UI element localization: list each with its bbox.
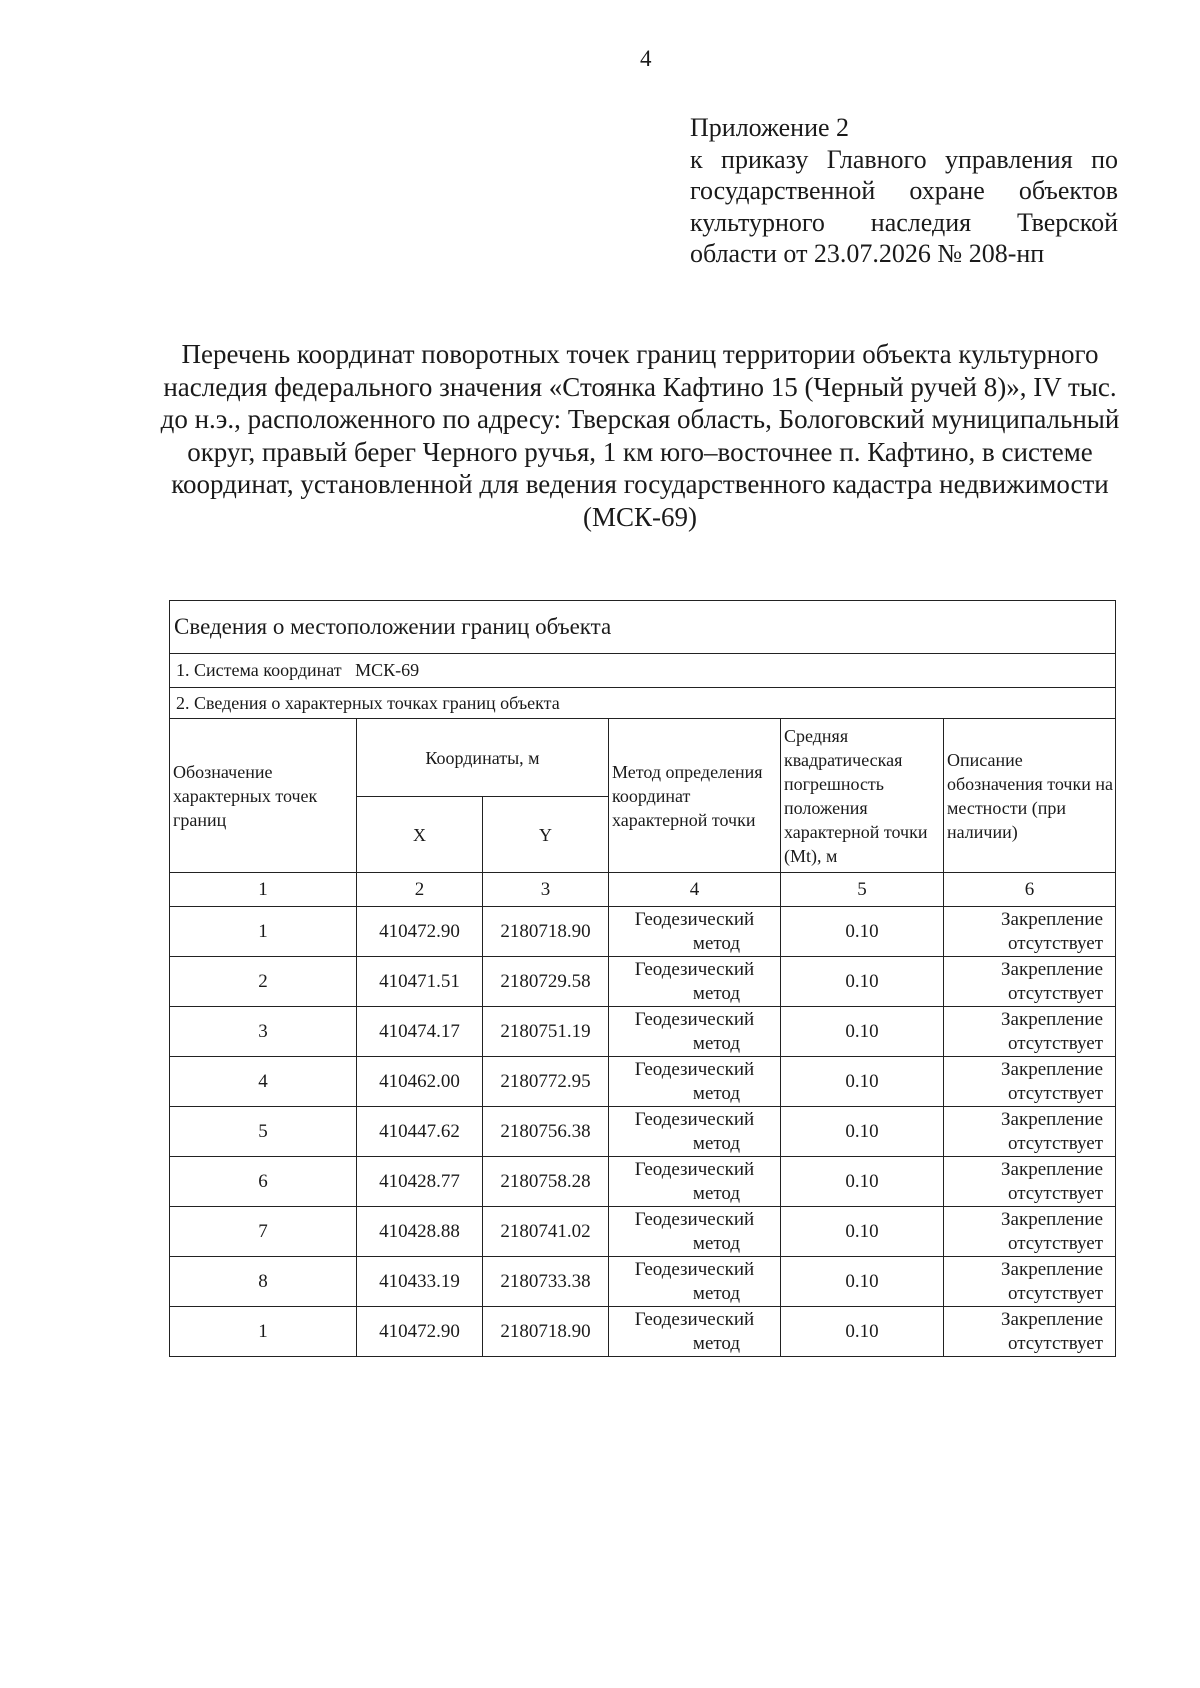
table-row: [170, 1107, 1116, 1157]
method-cell: [609, 907, 781, 957]
point-number: 8: [170, 1257, 357, 1307]
error-value: 0.10: [781, 1157, 944, 1207]
description-line2: отсутствует: [1007, 1332, 1103, 1354]
description-line1: Закрепление: [1001, 1058, 1103, 1080]
description-line1: Закрепление: [1001, 958, 1103, 980]
page-number: 4: [640, 46, 652, 71]
coord-y: 2180733.38: [483, 1257, 609, 1307]
description-cell: [944, 1057, 1116, 1107]
coord-y: 2180758.28: [483, 1157, 609, 1207]
description-line2: отсутствует: [1007, 932, 1103, 954]
description-cell: [944, 957, 1116, 1007]
appendix-reference: к приказу Главного управления по государственной охране объектов культурного наследия Тверской области от 23.07.2026 № 208-нп: [690, 144, 1118, 268]
description-line1: Закрепление: [1001, 1258, 1103, 1280]
description-line1: Закрепление: [1001, 1158, 1103, 1180]
description-line1: Закрепление: [1001, 1308, 1103, 1330]
coord-x: 410474.17: [357, 1007, 483, 1057]
header-method: Метод определения координат характерной точки: [609, 719, 781, 873]
coord-y: 2180741.02: [483, 1207, 609, 1257]
coord-y: 2180718.90: [483, 907, 609, 957]
method-cell: [609, 957, 781, 1007]
column-number: 3: [483, 873, 609, 907]
method-line1: Геодезический: [634, 958, 755, 980]
coord-x: 410428.77: [357, 1157, 483, 1207]
description-line1: Закрепление: [1001, 1208, 1103, 1230]
description-cell: [944, 1157, 1116, 1207]
column-numbers-row: [170, 873, 1116, 907]
table-caption: Сведения о местоположении границ объекта: [170, 601, 1116, 654]
error-value: 0.10: [781, 957, 944, 1007]
method-line2: метод: [692, 1332, 741, 1354]
coord-y: 2180756.38: [483, 1107, 609, 1157]
column-number: 5: [781, 873, 944, 907]
description-line1: Закрепление: [1001, 1108, 1103, 1130]
coord-y: 2180729.58: [483, 957, 609, 1007]
method-line2: метод: [692, 982, 741, 1004]
coord-x: 410428.88: [357, 1207, 483, 1257]
method-line1: Геодезический: [634, 908, 755, 930]
coord-x: 410471.51: [357, 957, 483, 1007]
error-value: 0.10: [781, 1107, 944, 1157]
coord-y: 2180751.19: [483, 1007, 609, 1057]
table-row: [170, 1157, 1116, 1207]
document-title: Перечень координат поворотных точек границ территории объекта культурного наследия федерального значения «Стоянка Кафтино 15 (Черный ручей 8)», IV тыс. до н.э., расположенного по адресу: Тверская область, Бологовский муниципальный округ, правый берег Черного ручья, 1 км юго–восточнее п. Кафтино, в системе координат, установленной для ведения государственного кадастра недвижимости (МСК-69): [160, 339, 1120, 532]
column-number: 6: [944, 873, 1116, 907]
column-number: 4: [609, 873, 781, 907]
point-number: 1: [170, 907, 357, 957]
method-line1: Геодезический: [634, 1108, 755, 1130]
description-line2: отсутствует: [1007, 1032, 1103, 1054]
header-x: X: [357, 797, 483, 873]
description-line1: Закрепление: [1001, 908, 1103, 930]
error-value: 0.10: [781, 1257, 944, 1307]
point-number: 2: [170, 957, 357, 1007]
header-description: Описание обозначения точки на местности (при наличии): [944, 719, 1116, 873]
description-line2: отсутствует: [1007, 1232, 1103, 1254]
error-value: 0.10: [781, 1207, 944, 1257]
table-row: [170, 1257, 1116, 1307]
header-y: Y: [483, 797, 609, 873]
header-error: Средняя квадратическая погрешность положения характерной точки (Mt), м: [781, 719, 944, 873]
description-line2: отсутствует: [1007, 1282, 1103, 1304]
appendix-title: Приложение 2: [690, 113, 850, 142]
error-value: 0.10: [781, 1307, 944, 1357]
header-designation: Обозначение характерных точек границ: [170, 719, 357, 873]
table-row: [170, 957, 1116, 1007]
method-cell: [609, 1007, 781, 1057]
point-number: 1: [170, 1307, 357, 1357]
table-row: [170, 1207, 1116, 1257]
description-cell: [944, 907, 1116, 957]
coord-x: 410433.19: [357, 1257, 483, 1307]
method-line1: Геодезический: [634, 1308, 755, 1330]
method-line2: метод: [692, 1082, 741, 1104]
coord-y: 2180772.95: [483, 1057, 609, 1107]
coord-x: 410447.62: [357, 1107, 483, 1157]
method-line2: метод: [692, 1282, 741, 1304]
coord-y: 2180718.90: [483, 1307, 609, 1357]
coord-x: 410462.00: [357, 1057, 483, 1107]
description-line2: отсутствует: [1007, 982, 1103, 1004]
description-cell: [944, 1207, 1116, 1257]
point-number: 7: [170, 1207, 357, 1257]
method-cell: [609, 1207, 781, 1257]
method-line2: метод: [692, 1132, 741, 1154]
error-value: 0.10: [781, 1057, 944, 1107]
error-value: 0.10: [781, 1007, 944, 1057]
error-value: 0.10: [781, 907, 944, 957]
point-number: 5: [170, 1107, 357, 1157]
coordinates-table: [169, 600, 1116, 1357]
method-cell: [609, 1157, 781, 1207]
method-line1: Геодезический: [634, 1058, 755, 1080]
description-cell: [944, 1257, 1116, 1307]
point-number: 4: [170, 1057, 357, 1107]
column-number: 2: [357, 873, 483, 907]
method-cell: [609, 1057, 781, 1107]
table-row: [170, 1057, 1116, 1107]
appendix-block: [690, 112, 1118, 270]
point-number: 6: [170, 1157, 357, 1207]
description-cell: [944, 1107, 1116, 1157]
method-line1: Геодезический: [634, 1258, 755, 1280]
method-line2: метод: [692, 1232, 741, 1254]
description-line1: Закрепление: [1001, 1008, 1103, 1030]
table-row: [170, 1307, 1116, 1357]
description-cell: [944, 1307, 1116, 1357]
description-line2: отсутствует: [1007, 1182, 1103, 1204]
column-number: 1: [170, 873, 357, 907]
description-cell: [944, 1007, 1116, 1057]
method-cell: [609, 1307, 781, 1357]
method-line2: метод: [692, 1032, 741, 1054]
header-coordinates: Координаты, м: [357, 719, 609, 797]
method-cell: [609, 1107, 781, 1157]
method-cell: [609, 1257, 781, 1307]
description-line2: отсутствует: [1007, 1132, 1103, 1154]
table-row: [170, 907, 1116, 957]
point-number: 3: [170, 1007, 357, 1057]
table-row: [170, 1007, 1116, 1057]
coord-system-label: 1. Система координат МСК-69: [170, 654, 1116, 688]
method-line2: метод: [692, 932, 741, 954]
coord-x: 410472.90: [357, 1307, 483, 1357]
coord-x: 410472.90: [357, 907, 483, 957]
method-line2: метод: [692, 1182, 741, 1204]
points-info-label: 2. Сведения о характерных точках границ объекта: [170, 688, 1116, 719]
method-line1: Геодезический: [634, 1008, 755, 1030]
method-line1: Геодезический: [634, 1158, 755, 1180]
description-line2: отсутствует: [1007, 1082, 1103, 1104]
method-line1: Геодезический: [634, 1208, 755, 1230]
